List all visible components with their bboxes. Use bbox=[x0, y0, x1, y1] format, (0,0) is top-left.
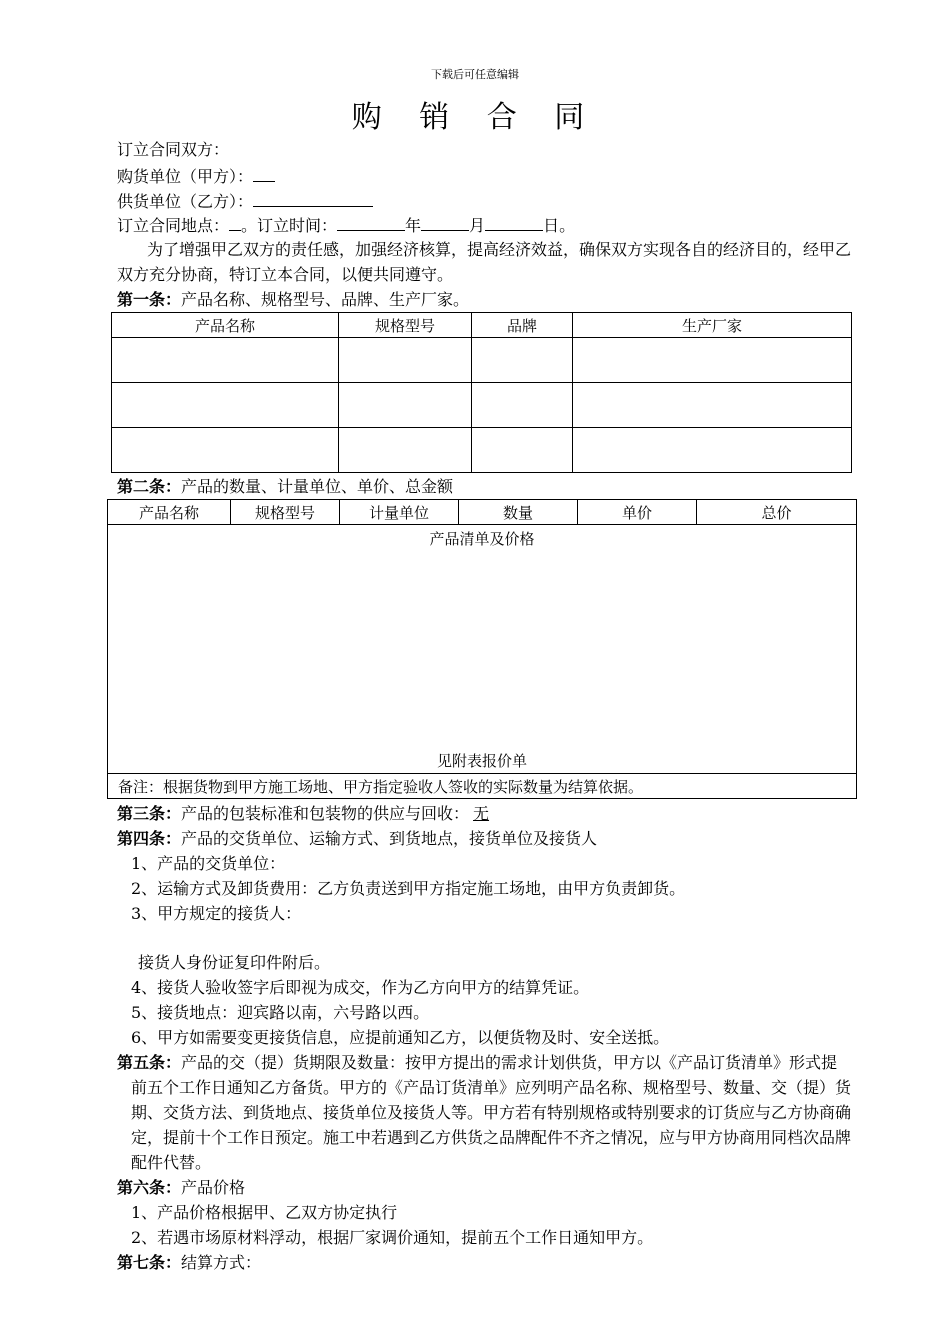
table-cell bbox=[573, 428, 852, 473]
col-spec: 规格型号 bbox=[231, 500, 340, 525]
preamble: 为了增强甲乙双方的责任感，加强经济核算，提高经济效益，确保双方实现各自的经济目的，经甲乙双方充分协商，特订立本合同，以便共同遵守。 bbox=[117, 240, 852, 284]
parties-intro: 订立合同双方： bbox=[117, 140, 230, 159]
seller-label: 供货单位（乙方）： bbox=[117, 192, 254, 211]
table-cell bbox=[339, 338, 472, 383]
article3-value: 无 bbox=[473, 804, 490, 823]
product-list-title: 产品清单及价格 bbox=[429, 530, 535, 548]
attachment-note: 见附表报价单 bbox=[436, 752, 527, 770]
day-label: 日。 bbox=[543, 216, 576, 235]
article4-item-1: 1、产品的交货单位： bbox=[131, 854, 286, 873]
article2-text: 产品的数量、计量单位、单价、总金额 bbox=[181, 477, 454, 496]
buyer-label: 购货单位（甲方）： bbox=[117, 167, 254, 186]
place-blank bbox=[229, 214, 241, 231]
article7-text: 结算方式： bbox=[181, 1253, 262, 1272]
col-brand: 品牌 bbox=[472, 313, 573, 338]
table-row bbox=[112, 383, 852, 428]
time-label: 。订立时间： bbox=[241, 216, 338, 235]
article4-item-4: 4、接货人验收签字后即视为成交，作为乙方向甲方的结算凭证。 bbox=[131, 978, 590, 997]
place-time-line bbox=[117, 214, 575, 236]
article4-item-3: 3、甲方规定的接货人： bbox=[131, 904, 302, 923]
table-cell bbox=[472, 383, 573, 428]
article4-item-6: 6、甲方如需要变更接货信息，应提前通知乙方，以便货物及时、安全送抵。 bbox=[131, 1028, 670, 1047]
table-row bbox=[108, 525, 857, 774]
article4-heading bbox=[117, 829, 597, 849]
article4-id-note: 接货人身份证复印件附后。 bbox=[138, 953, 331, 972]
seller-blank bbox=[253, 190, 373, 207]
year-blank bbox=[337, 214, 405, 231]
table-cell bbox=[573, 338, 852, 383]
product-info-table bbox=[111, 312, 852, 473]
article6-text: 产品价格 bbox=[181, 1178, 246, 1197]
table-cell bbox=[339, 383, 472, 428]
article3-head: 第三条： bbox=[117, 804, 182, 823]
article5-head: 第五条： bbox=[117, 1053, 182, 1072]
table-header-row bbox=[112, 313, 852, 338]
article7-heading bbox=[117, 1253, 261, 1273]
article4-text: 产品的交货单位、运输方式、到货地点，接货单位及接货人 bbox=[181, 829, 598, 848]
download-note: 下载后可任意编辑 bbox=[431, 68, 519, 81]
table-cell bbox=[112, 338, 339, 383]
article3-heading bbox=[117, 804, 493, 824]
table-cell bbox=[112, 383, 339, 428]
day-blank bbox=[485, 214, 543, 231]
page-title: 购 销 合 同 bbox=[351, 100, 599, 135]
article3-text: 产品的包装标准和包装物的供应与回收： bbox=[181, 804, 470, 823]
col-unit: 计量单位 bbox=[340, 500, 459, 525]
article7-head: 第七条： bbox=[117, 1253, 182, 1272]
quantity-price-table bbox=[107, 499, 857, 799]
article5-text: 产品的交（提）货期限及数量：按甲方提出的需求计划供货，甲方以《产品订货清单》形式提前五个工作日通知乙方备货。甲方的《产品订货清单》应列明产品名称、规格型号、数量、交（提）货期、交货方法、到货地点、接货单位及接货人等。甲方若有特别规格或特别要求的订货应与乙方协商确定，提前十个工作日预定。施工中若遇到乙方供货之品牌配件不齐之情况，应与甲方协商用同档次品牌配件代替。 bbox=[131, 1053, 852, 1172]
article1-head: 第一条： bbox=[117, 290, 182, 309]
col-manufacturer: 生产厂家 bbox=[573, 313, 852, 338]
article6-head: 第六条： bbox=[117, 1178, 182, 1197]
article2-head: 第二条： bbox=[117, 477, 182, 496]
table-row bbox=[108, 774, 857, 799]
col-product-name: 产品名称 bbox=[108, 500, 231, 525]
col-quantity: 数量 bbox=[459, 500, 578, 525]
article6-heading bbox=[117, 1178, 245, 1198]
place-label: 订立合同地点： bbox=[117, 216, 230, 235]
col-total-price: 总价 bbox=[697, 500, 857, 525]
article1-heading bbox=[117, 290, 469, 310]
month-label: 月 bbox=[469, 216, 486, 235]
article2-heading bbox=[117, 477, 453, 497]
article6-item-1: 1、产品价格根据甲、乙双方协定执行 bbox=[131, 1203, 398, 1222]
year-label: 年 bbox=[405, 216, 422, 235]
remark-cell: 备注：根据货物到甲方施工场地、甲方指定验收人签收的实际数量为结算依据。 bbox=[108, 774, 857, 799]
article1-text: 产品名称、规格型号、品牌、生产厂家。 bbox=[181, 290, 470, 309]
col-unit-price: 单价 bbox=[578, 500, 697, 525]
table-cell bbox=[339, 428, 472, 473]
buyer-line bbox=[117, 165, 275, 187]
table-cell bbox=[573, 383, 852, 428]
table-row bbox=[112, 428, 852, 473]
product-list-cell bbox=[108, 525, 857, 774]
month-blank bbox=[421, 214, 469, 231]
article4-item-5: 5、接货地点：迎宾路以南，六号路以西。 bbox=[131, 1003, 430, 1022]
table-cell bbox=[472, 338, 573, 383]
article5-paragraph bbox=[117, 1050, 853, 1175]
table-row bbox=[112, 338, 852, 383]
col-product-name: 产品名称 bbox=[112, 313, 339, 338]
article4-head: 第四条： bbox=[117, 829, 182, 848]
table-cell bbox=[112, 428, 339, 473]
buyer-blank bbox=[253, 165, 275, 182]
article6-item-2: 2、若遇市场原材料浮动，根据厂家调价通知，提前五个工作日通知甲方。 bbox=[131, 1228, 654, 1247]
table-header-row bbox=[108, 500, 857, 525]
table-cell bbox=[472, 428, 573, 473]
col-spec: 规格型号 bbox=[339, 313, 472, 338]
article4-item-2: 2、运输方式及卸货费用：乙方负责送到甲方指定施工场地，由甲方负责卸货。 bbox=[131, 879, 686, 898]
seller-line bbox=[117, 190, 373, 212]
